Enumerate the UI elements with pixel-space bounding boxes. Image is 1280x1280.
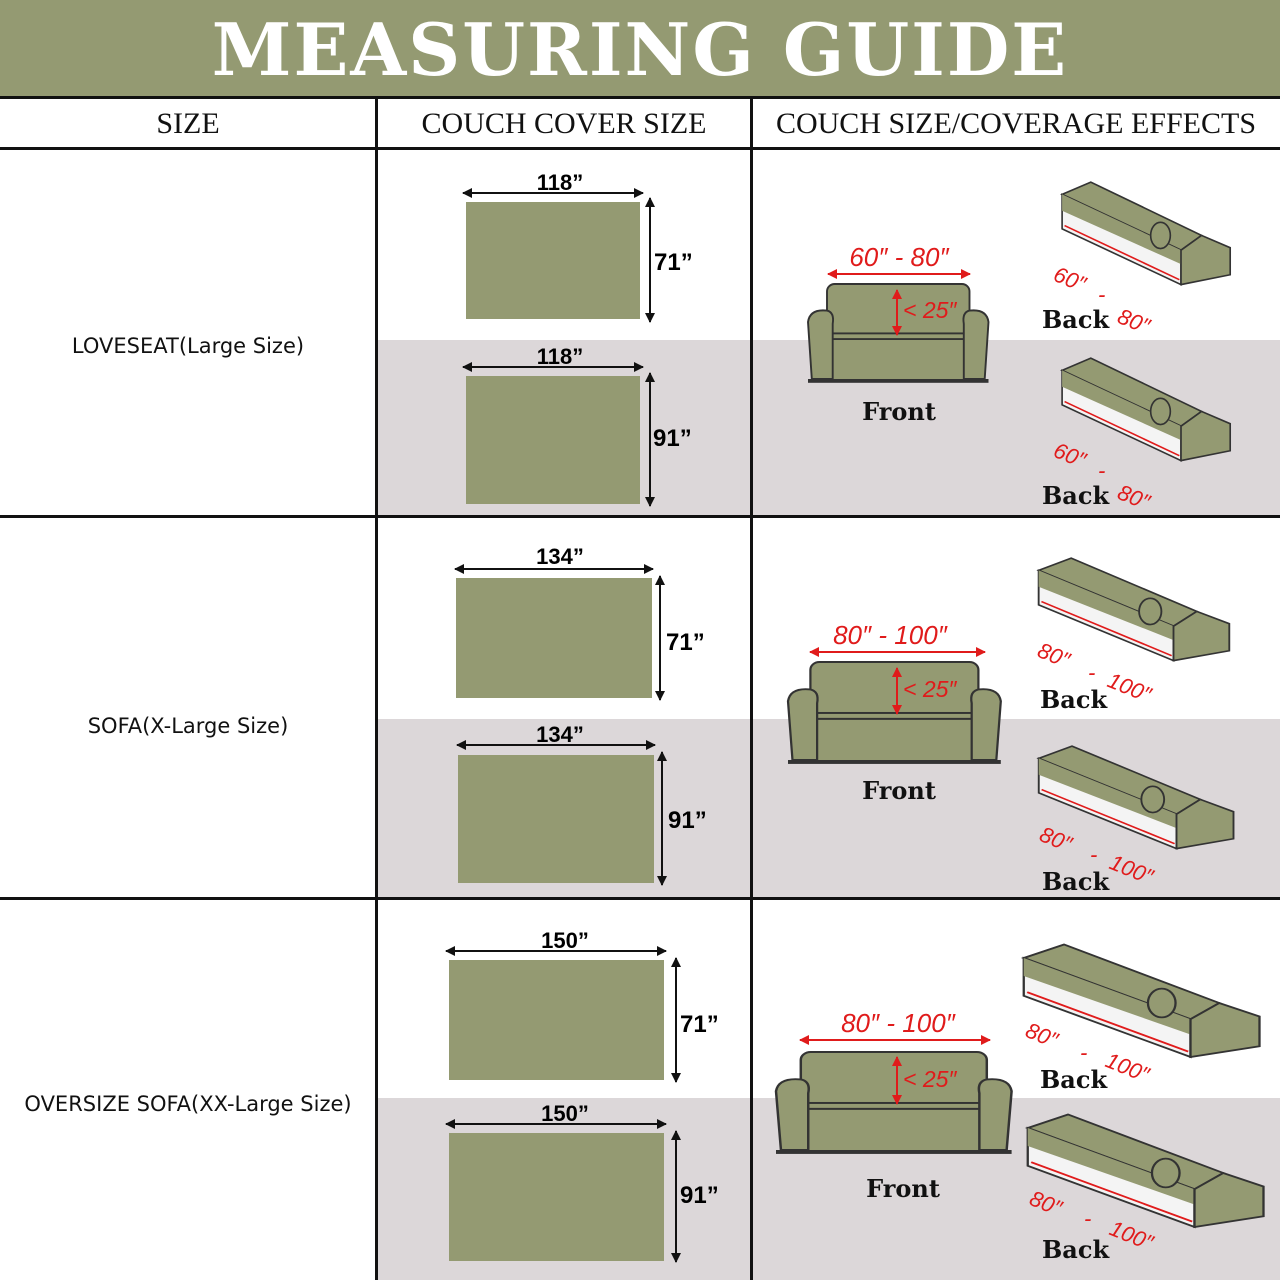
front-sofa-icon [808,284,989,383]
back-from-label: 80″ [1022,1017,1062,1053]
cover-diagram-oversize [446,928,719,1262]
front-width-label: 80″ - 100″ [841,1008,955,1038]
front-height-label: < 25″ [903,676,957,702]
front-height-label: < 25″ [903,297,957,323]
back-label: Back [1040,685,1108,714]
back-dash-label: - [1098,458,1106,483]
cover-width-label: 118” [536,344,584,369]
front-sofa-icon [788,662,1001,764]
back-sofa-icon [1062,358,1230,461]
back-to-label: 100″ [1106,1215,1157,1256]
row-label-loveseat: LOVESEAT(Large Size) [71,334,305,358]
cover-height-label: 71” [680,1011,719,1038]
back-from-label: 80″ [1034,637,1074,673]
cover-rect [466,376,640,504]
front-label: Front [862,397,936,426]
cover-height-label: 71” [654,249,693,276]
front-label: Front [866,1174,940,1203]
coverage-back-loveseat-a [1042,182,1230,339]
back-sofa-icon [1028,1115,1264,1228]
front-label: Front [862,776,936,805]
cover-width-label: 118” [536,170,584,195]
front-width-label: 60″ - 80″ [849,242,949,272]
back-label: Back [1042,1235,1110,1264]
back-dash-label: - [1080,1040,1088,1065]
back-sofa-icon [1039,558,1230,661]
cover-rect [449,1133,664,1261]
back-from-label: 80″ [1026,1185,1066,1221]
back-dash-label: - [1098,282,1106,307]
front-sofa-icon [776,1052,1012,1154]
coverage-front-sofa [788,620,1001,805]
back-dash-label: - [1088,660,1096,685]
cover-diagram-sofa [455,544,707,885]
coverage-back-loveseat-b [1042,358,1230,515]
back-to-label: 80″ [1114,303,1154,339]
back-to-label: 100″ [1102,1047,1153,1088]
back-label: Back [1042,867,1110,896]
cover-height-label: 91” [653,425,692,452]
cover-diagram-loveseat [463,170,693,506]
cover-width-label: 134” [536,544,584,569]
back-from-label: 60″ [1050,437,1090,473]
back-to-label: 100″ [1106,849,1157,890]
cover-rect [458,755,654,883]
cover-height-label: 91” [680,1182,719,1209]
back-sofa-icon [1024,945,1260,1058]
cover-rect [456,578,652,698]
back-dash-label: - [1084,1206,1092,1231]
coverage-back-oversize-b [1026,1115,1263,1265]
back-label: Back [1040,1065,1108,1094]
cover-rect [466,202,640,319]
front-height-label: < 25″ [903,1066,957,1092]
cover-width-label: 150” [541,1101,589,1126]
front-width-label: 80″ - 100″ [833,620,947,650]
cover-height-label: 91” [668,807,707,834]
coverage-back-oversize-a [1022,945,1259,1095]
back-from-label: 60″ [1050,261,1090,297]
row-label-sofa: SOFA(X-Large Size) [87,714,289,738]
cover-width-label: 134” [536,722,584,747]
cover-width-label: 150” [541,928,589,953]
page-title: MEASURING GUIDE [211,7,1069,92]
cover-rect [449,960,664,1080]
cover-height-label: 71” [666,629,705,656]
back-dash-label: - [1090,842,1098,867]
coverage-front-oversize [776,1008,1012,1203]
back-label: Back [1042,305,1110,334]
coverage-front-loveseat [808,242,989,426]
back-to-label: 100″ [1104,667,1155,708]
coverage-back-sofa-a [1034,558,1229,714]
header-coverage-effects: COUCH SIZE/COVERAGE EFFECTS [775,107,1257,140]
header-cover-size: COUCH COVER SIZE [421,107,707,140]
coverage-back-sofa-b [1036,746,1233,896]
row-label-oversize: OVERSIZE SOFA(XX-Large Size) [24,1092,352,1116]
back-from-label: 80″ [1036,821,1076,857]
back-to-label: 80″ [1114,479,1154,515]
header-size: SIZE [156,107,220,140]
back-sofa-icon [1062,182,1230,285]
back-label: Back [1042,481,1110,510]
